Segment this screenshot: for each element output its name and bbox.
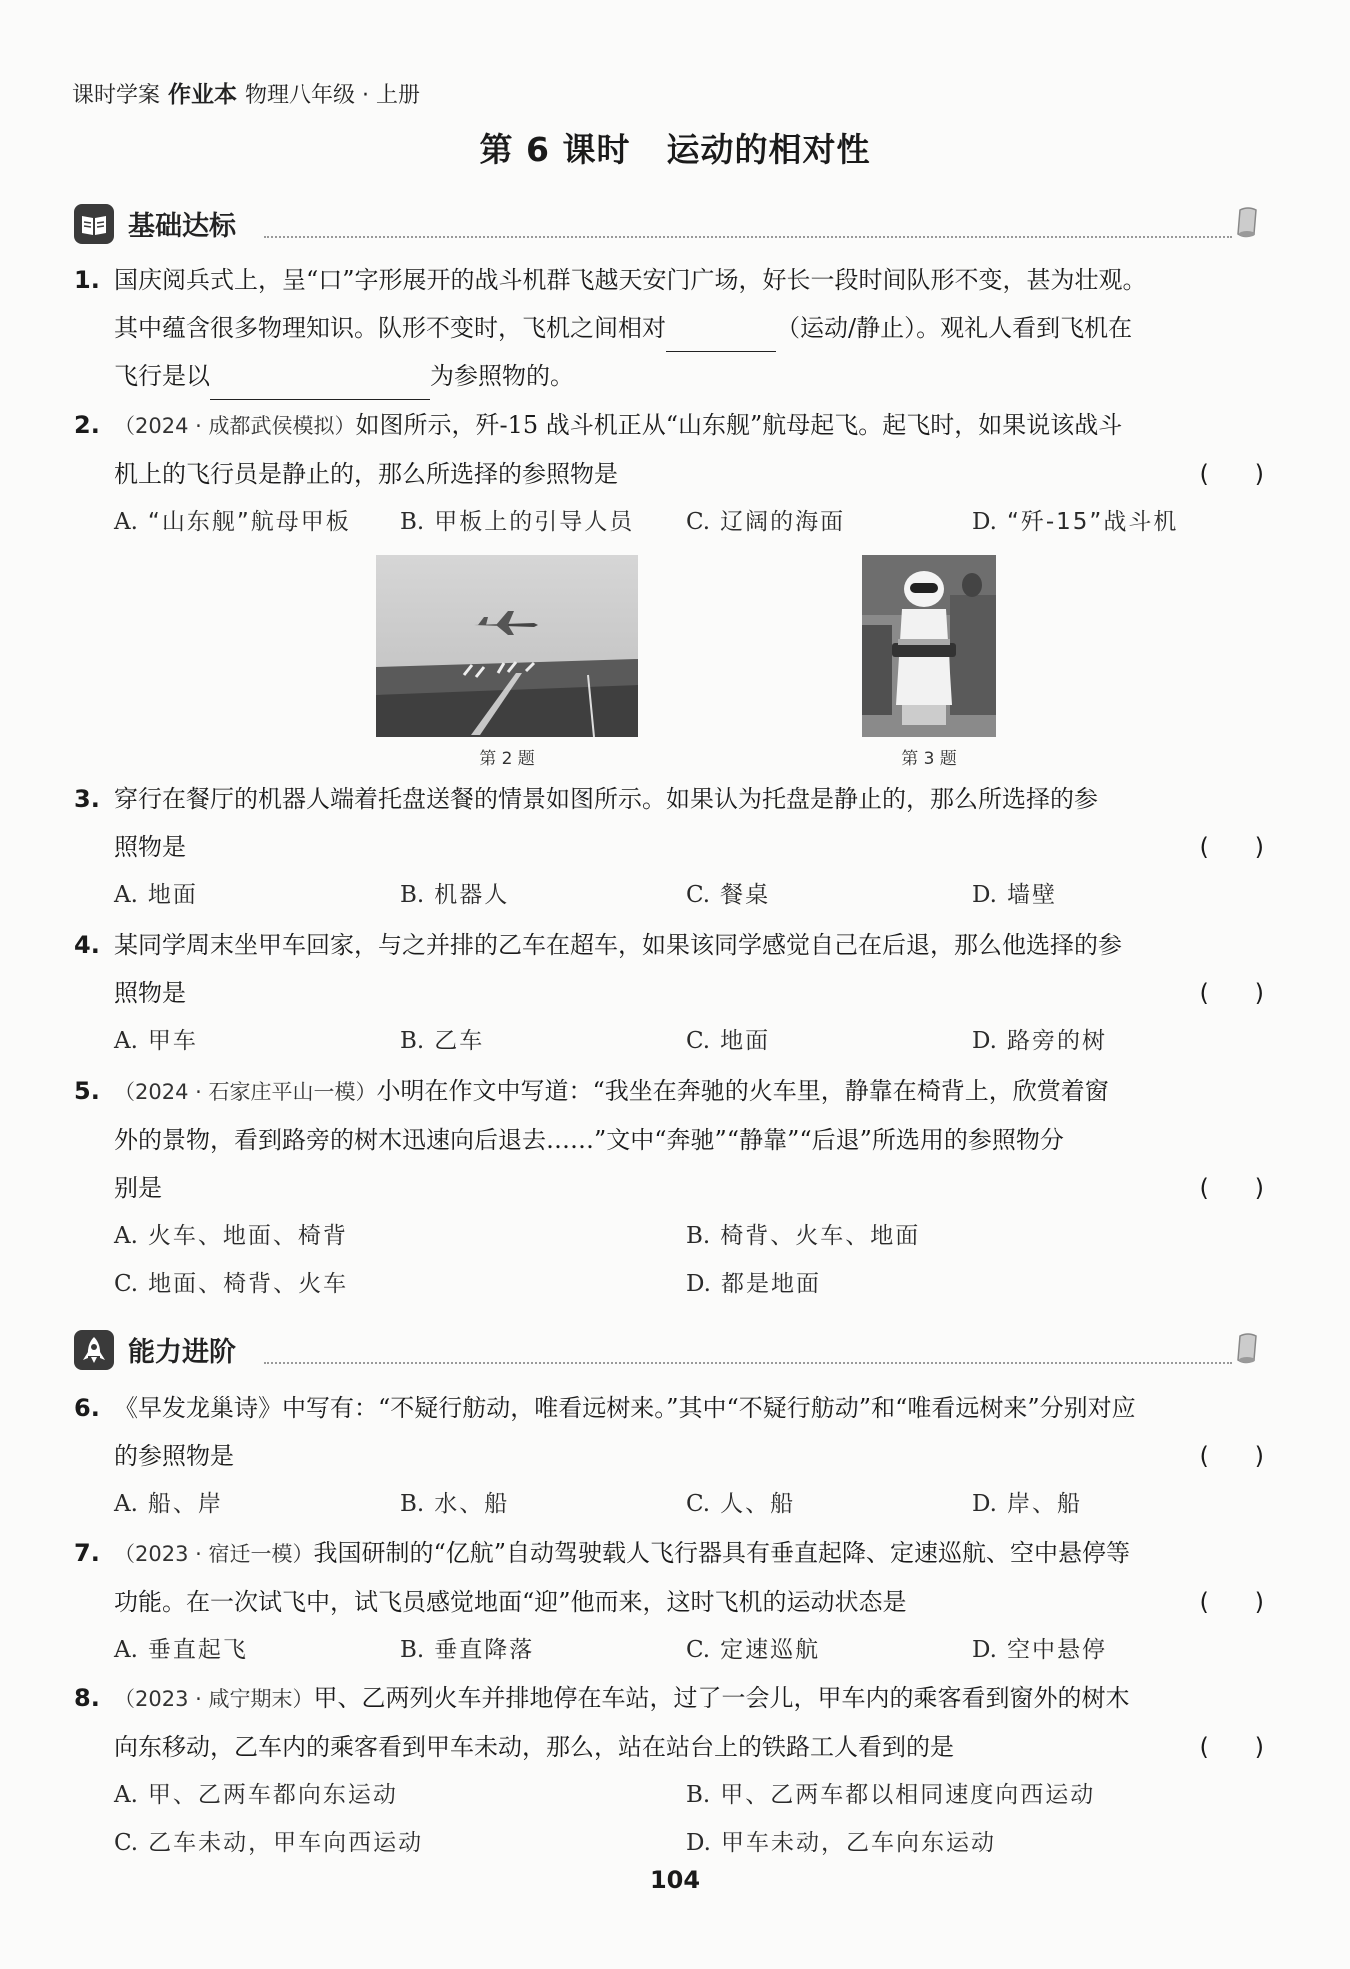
question-number: 1. — [74, 266, 100, 294]
book-name: 作业本 — [168, 82, 238, 108]
section-title: 能力进阶 — [128, 1337, 236, 1368]
option-a[interactable]: A. 甲、乙两车都向东运动 — [114, 1782, 398, 1808]
answer-parentheses[interactable]: ( ) — [1199, 1588, 1264, 1616]
option-d[interactable]: D. 岸、船 — [972, 1491, 1082, 1517]
question-number: 6. — [74, 1394, 100, 1422]
section-divider — [264, 236, 1232, 238]
page-header — [72, 76, 420, 109]
question-text-line: 外的景物，看到路旁的树木迅速向后退去……”文中“奔驰”“静靠”“后退”所选用的参照物分 — [114, 1126, 1064, 1154]
option-b[interactable]: B. 甲、乙两车都以相同速度向西运动 — [686, 1782, 1096, 1808]
options-row — [114, 1017, 1264, 1065]
question-text-line: 甲、乙两列火车并排地停在车站，过了一会儿，甲车内的乘客看到窗外的树木 — [313, 1684, 1130, 1712]
answer-parentheses[interactable]: ( ) — [1199, 460, 1264, 488]
scroll-icon — [1234, 206, 1262, 240]
question-number: 7. — [74, 1539, 100, 1567]
options-row — [114, 498, 1264, 546]
question-text-line: 小明在作文中写道：“我坐在奔驰的火车里，静靠在椅背上，欣赏着窗 — [376, 1077, 1109, 1105]
section-basic — [74, 202, 1262, 246]
option-c[interactable]: C. 地面、椅背、火车 — [114, 1271, 349, 1297]
option-b[interactable]: B. 甲板上的引导人员 — [400, 509, 635, 535]
fighter-jet-takeoff-photo — [376, 555, 638, 737]
lesson-topic: 运动的相对性 — [666, 130, 871, 169]
option-a[interactable]: A. 地面 — [114, 882, 198, 908]
figure-restaurant-robot — [862, 555, 996, 737]
question-text-line: （运动/静止）。观礼人看到飞机在 — [776, 314, 1133, 342]
question-6 — [74, 1384, 1264, 1528]
option-c[interactable]: C. 餐桌 — [686, 882, 771, 908]
question-text-line: 照物是 — [114, 833, 186, 861]
subject-name: 物理八年级 · 上册 — [245, 83, 420, 108]
question-text-line: 为参照物的。 — [430, 362, 574, 390]
option-c[interactable]: C. 辽阔的海面 — [686, 509, 846, 535]
option-d[interactable]: D. 甲车未动，乙车向东运动 — [686, 1830, 996, 1856]
option-b[interactable]: B. 椅背、火车、地面 — [686, 1223, 921, 1249]
question-text-line: 飞行是以 — [114, 362, 210, 390]
options-row — [114, 871, 1264, 919]
question-text-line: 机上的飞行员是静止的，那么所选择的参照物是 — [114, 460, 618, 488]
option-a[interactable]: A. 船、岸 — [114, 1491, 223, 1517]
option-d[interactable]: D. 路旁的树 — [972, 1028, 1107, 1054]
option-b[interactable]: B. 乙车 — [400, 1028, 485, 1054]
book-icon — [74, 204, 114, 244]
question-text-line: 某同学周末坐甲车回家，与之并排的乙车在超车，如果该同学感觉自己在后退，那么他选择的参 — [114, 931, 1122, 959]
question-5 — [74, 1067, 1264, 1308]
answer-parentheses[interactable]: ( ) — [1199, 1174, 1264, 1202]
answer-parentheses[interactable]: ( ) — [1199, 979, 1264, 1007]
option-b[interactable]: B. 机器人 — [400, 882, 510, 908]
question-number: 4. — [74, 931, 100, 959]
question-text-line: 国庆阅兵式上，呈“口”字形展开的战斗机群飞越天安门广场，好长一段时间队形不变，甚为壮观。 — [114, 266, 1147, 294]
question-text-line: 别是 — [114, 1174, 162, 1202]
figure-caption: 第 3 题 — [901, 749, 957, 769]
question-2 — [74, 401, 1264, 546]
question-8 — [74, 1674, 1264, 1867]
option-c[interactable]: C. 地面 — [686, 1028, 771, 1054]
answer-parentheses[interactable]: ( ) — [1199, 833, 1264, 861]
section-title: 基础达标 — [128, 211, 236, 242]
question-text-line: 其中蕴含很多物理知识。队形不变时，飞机之间相对 — [114, 314, 666, 342]
option-d[interactable]: D. 墙壁 — [972, 882, 1057, 908]
question-source: （2024 · 成都武侯模拟） — [114, 414, 356, 438]
question-text-line: 的参照物是 — [114, 1442, 234, 1470]
option-c[interactable]: C. 定速巡航 — [686, 1637, 821, 1663]
question-4 — [74, 921, 1264, 1065]
option-d[interactable]: D. “歼-15”战斗机 — [972, 509, 1179, 535]
question-text-line: 穿行在餐厅的机器人端着托盘送餐的情景如图所示。如果认为托盘是静止的，那么所选择的参 — [114, 785, 1098, 813]
options-row — [114, 1480, 1264, 1528]
options-row — [114, 1260, 1264, 1308]
option-a[interactable]: A. 火车、地面、椅背 — [114, 1223, 348, 1249]
restaurant-robot-photo — [862, 555, 996, 737]
answer-parentheses[interactable]: ( ) — [1199, 1442, 1264, 1470]
question-3 — [74, 775, 1264, 919]
options-row — [114, 1626, 1264, 1674]
answer-blank[interactable] — [666, 321, 776, 352]
rocket-icon — [74, 1330, 114, 1370]
section-advanced — [74, 1328, 1262, 1372]
options-row — [114, 1212, 1264, 1260]
question-number: 2. — [74, 411, 100, 439]
question-source: （2023 · 咸宁期末） — [114, 1687, 314, 1711]
figure-fighter-jet — [376, 555, 638, 737]
option-b[interactable]: B. 水、船 — [400, 1491, 510, 1517]
question-text-line: 《早发龙巢诗》中写有：“不疑行舫动，唯看远树来。”其中“不疑行舫动”和“唯看远树来”分别对应 — [114, 1394, 1136, 1422]
figure-caption: 第 2 题 — [479, 749, 535, 769]
question-text-line: 我国研制的“亿航”自动驾驶载人飞行器具有垂直起降、定速巡航、空中悬停等 — [313, 1539, 1131, 1567]
lesson-number: 第 6 课时 — [479, 130, 631, 169]
question-text-line: 如图所示，歼-15 战斗机正从“山东舰”航母起飞。起飞时，如果说该战斗 — [355, 411, 1123, 439]
question-text-line: 功能。在一次试飞中，试飞员感觉地面“迎”他而来，这时飞机的运动状态是 — [114, 1588, 907, 1616]
answer-parentheses[interactable]: ( ) — [1199, 1733, 1264, 1761]
answer-blank[interactable] — [210, 369, 430, 400]
series-name: 课时学案 — [72, 83, 161, 108]
option-a[interactable]: A. 垂直起飞 — [114, 1637, 248, 1663]
question-1 — [74, 256, 1264, 400]
page-number: 104 — [649, 1866, 701, 1894]
option-a[interactable]: A. 甲车 — [114, 1028, 198, 1054]
options-row — [114, 1819, 1264, 1867]
option-c[interactable]: C. 乙车未动，甲车向西运动 — [114, 1830, 424, 1856]
question-number: 8. — [74, 1684, 100, 1712]
option-d[interactable]: D. 空中悬停 — [972, 1637, 1107, 1663]
page-title — [0, 124, 1350, 171]
question-number: 5. — [74, 1077, 100, 1105]
question-source: （2023 · 宿迁一模） — [114, 1542, 314, 1566]
option-a[interactable]: A. “山东舰”航母甲板 — [114, 509, 351, 535]
section-divider — [264, 1362, 1232, 1364]
question-text-line: 照物是 — [114, 979, 186, 1007]
question-source: （2024 · 石家庄平山一模） — [114, 1080, 377, 1104]
scroll-icon — [1234, 1332, 1262, 1366]
option-c[interactable]: C. 人、船 — [686, 1491, 796, 1517]
question-text-line: 向东移动，乙车内的乘客看到甲车未动，那么，站在站台上的铁路工人看到的是 — [114, 1733, 954, 1761]
option-b[interactable]: B. 垂直降落 — [400, 1637, 535, 1663]
question-number: 3. — [74, 785, 100, 813]
options-row — [114, 1771, 1264, 1819]
question-7 — [74, 1529, 1264, 1674]
option-d[interactable]: D. 都是地面 — [686, 1271, 821, 1297]
